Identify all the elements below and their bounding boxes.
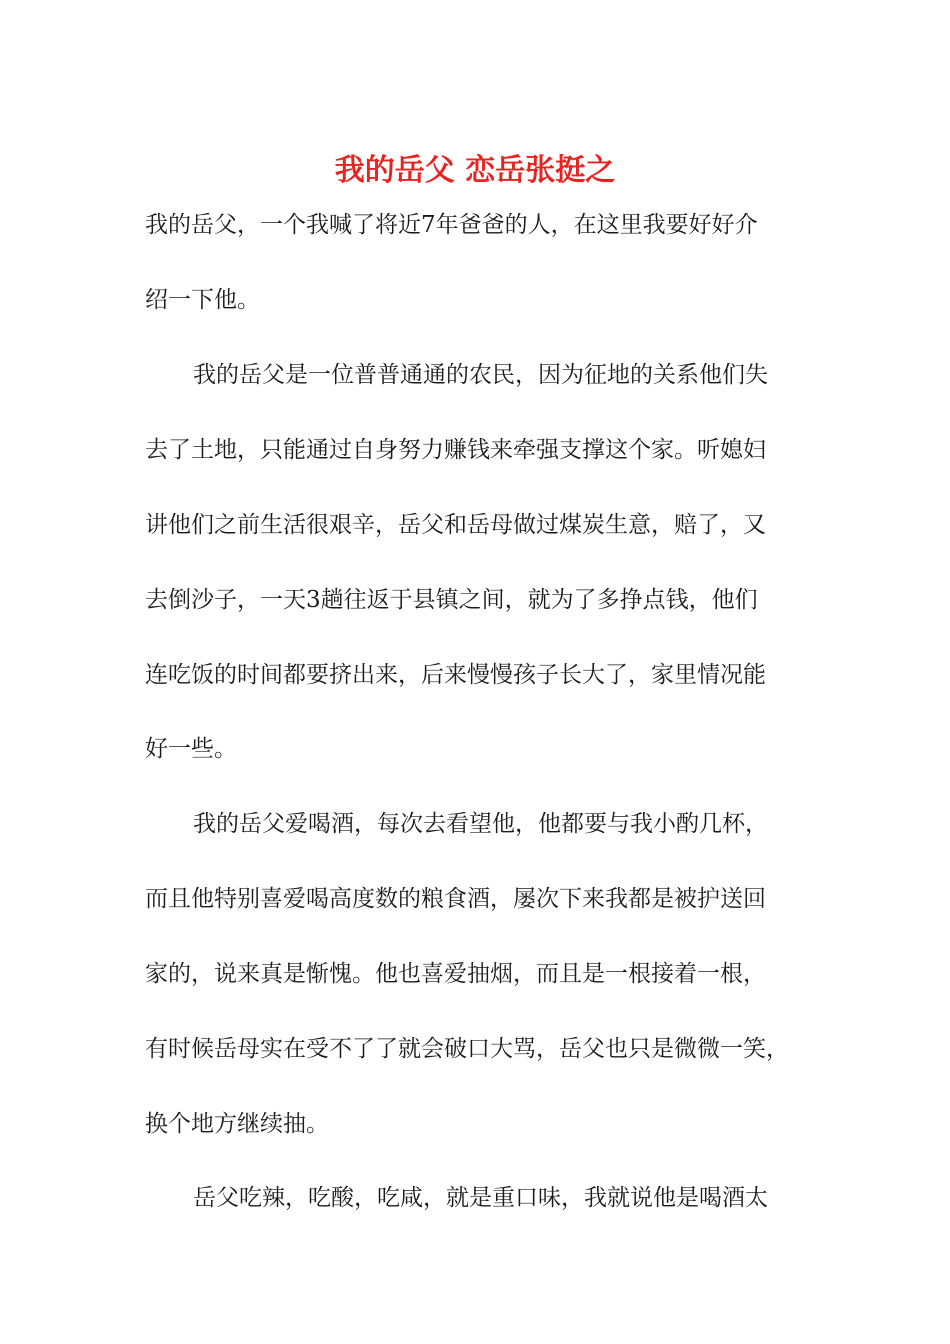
text-line: 去了土地，只能通过自身努力赚钱来牵强支撑这个家。听媳妇 xyxy=(145,437,766,463)
paragraph-start-line: 我的岳父是一位普普通通的农民，因为征地的关系他们失 xyxy=(193,362,768,388)
text-line: 换个地方继续抽。 xyxy=(145,1111,329,1137)
paragraph-start-line: 我的岳父爱喝酒，每次去看望他，他都要与我小酌几杯， xyxy=(193,811,768,837)
text-line: 去倒沙子，一天3趟往返于县镇之间，就为了多挣点钱，他们 xyxy=(145,587,758,613)
text-line: 我的岳父，一个我喊了将近7年爸爸的人，在这里我要好好介 xyxy=(145,212,758,238)
text-line: 家的，说来真是惭愧。他也喜爱抽烟，而且是一根接着一根， xyxy=(145,961,766,987)
text-line: 好一些。 xyxy=(145,736,237,762)
text-line: 绍一下他。 xyxy=(145,287,260,313)
text-line: 有时候岳母实在受不了了就会破口大骂，岳父也只是微微一笑， xyxy=(145,1036,789,1062)
text-line: 讲他们之前生活很艰辛，岳父和岳母做过煤炭生意，赔了，又 xyxy=(145,512,766,538)
paragraph-start-line: 岳父吃辣，吃酸，吃咸，就是重口味，我就说他是喝酒太 xyxy=(193,1185,768,1211)
text-line: 而且他特别喜爱喝高度数的粮食酒，屡次下来我都是被护送回 xyxy=(145,886,766,912)
document-title: 我的岳父 恋岳张挺之 xyxy=(334,153,616,188)
text-line: 连吃饭的时间都要挤出来，后来慢慢孩子长大了，家里情况能 xyxy=(145,662,766,688)
